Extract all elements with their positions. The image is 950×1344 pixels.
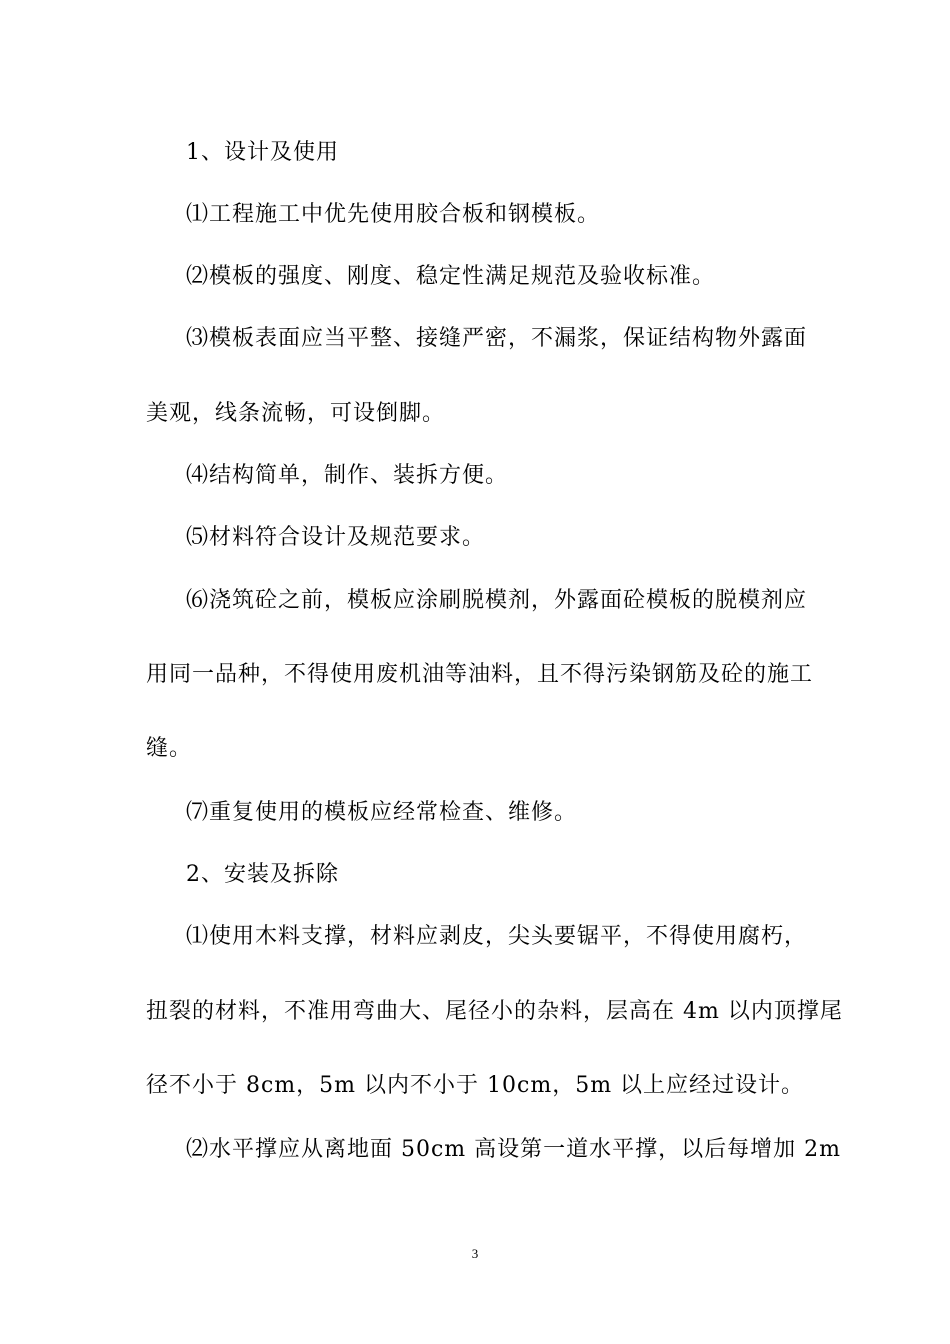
paragraph-line: ⑵水平撑应从离地面 50cm 高设第一道水平撑，以后每增加 2m	[186, 1137, 842, 1162]
paragraph-line: 径不小于 8cm，5m 以内不小于 10cm，5m 以上应经过设计。	[146, 1073, 805, 1098]
paragraph-line: 用同一品种，不得使用废机油等油料，且不得污染钢筋及砼的施工	[146, 662, 814, 687]
paragraph-line: ⑺重复使用的模板应经常检查、维修。	[186, 800, 578, 825]
paragraph-line: ⑷结构简单，制作、装拆方便。	[186, 463, 509, 488]
paragraph-line: 缝。	[146, 736, 193, 761]
section-heading-2: 2、安装及拆除	[186, 862, 339, 887]
paragraph-line: ⑹浇筑砼之前，模板应涂刷脱模剂，外露面砼模板的脱模剂应	[186, 588, 808, 613]
page-number: 3	[471, 1246, 479, 1261]
paragraph-line: 美观，线条流畅，可设倒脚。	[146, 401, 446, 426]
paragraph-line: 扭裂的材料，不准用弯曲大、尾径小的杂料，层高在 4m 以内顶撑尾	[146, 999, 843, 1024]
paragraph-line: ⑴工程施工中优先使用胶合板和钢模板。	[186, 202, 601, 227]
paragraph-line: ⑸材料符合设计及规范要求。	[186, 525, 486, 550]
paragraph-line: ⑴使用木料支撑，材料应剥皮，尖头要锯平，不得使用腐朽，	[186, 924, 808, 949]
paragraph-line: ⑶模板表面应当平整、接缝严密，不漏浆，保证结构物外露面	[186, 326, 808, 351]
section-heading-1: 1、设计及使用	[186, 140, 339, 165]
paragraph-line: ⑵模板的强度、刚度、稳定性满足规范及验收标准。	[186, 264, 716, 289]
